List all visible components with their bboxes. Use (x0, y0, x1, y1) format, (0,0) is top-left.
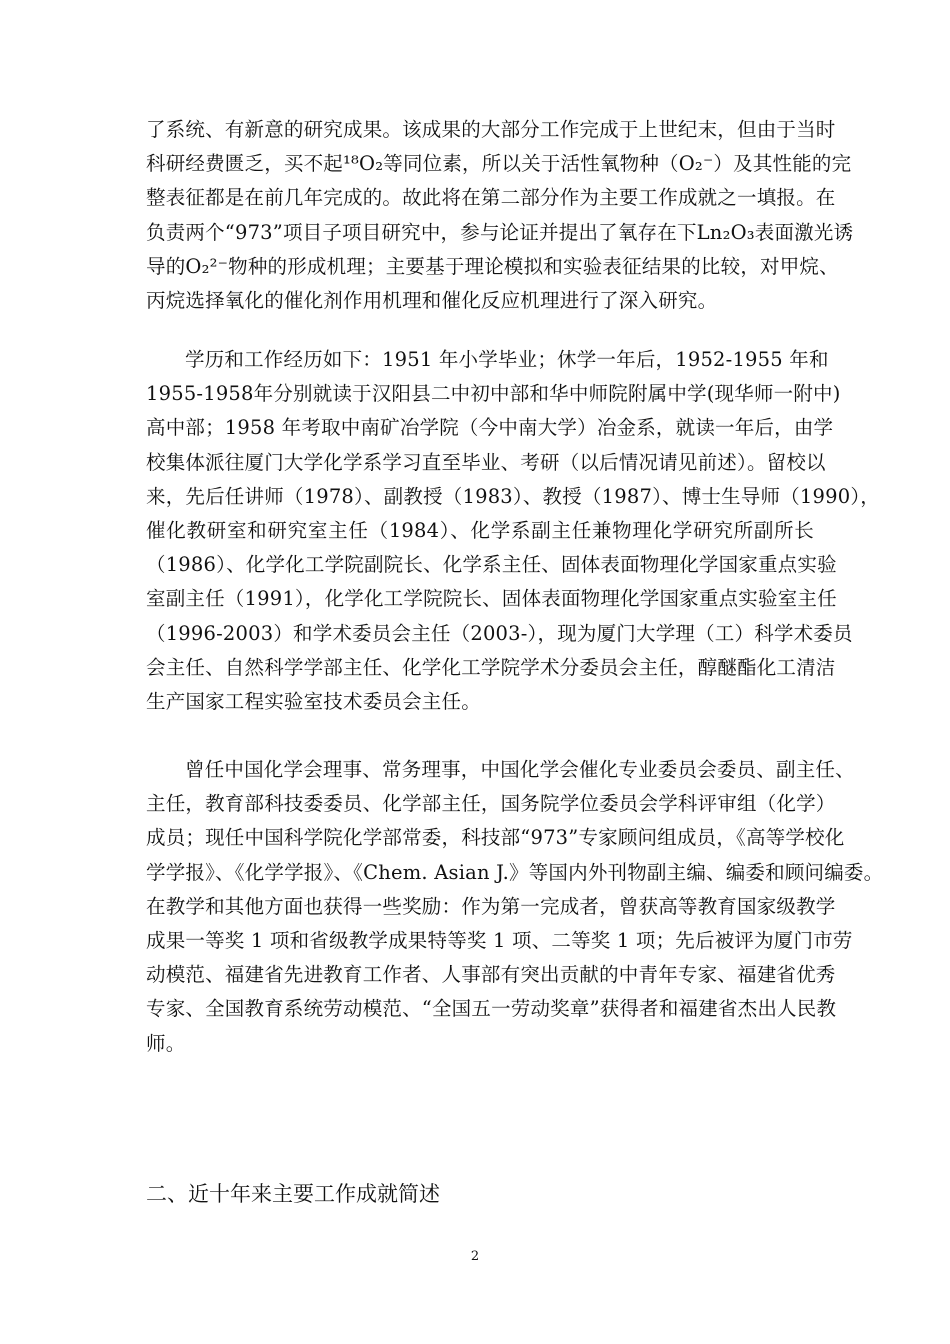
text-line: 整表征都是在前几年完成的。故此将在第二部分作为主要工作成就之一填报。在 (146, 186, 836, 210)
text-line: 催化教研室和研究室主任（1984）、化学系副主任兼物理化学研究所副所长 (146, 518, 814, 542)
text-line: 高中部；1958 年考取中南矿冶学院（今中南大学）冶金系，就读一年后，由学 (146, 416, 834, 440)
text-line: （1986）、化学化工学院副院长、化学系主任、固体表面物理化学国家重点实验 (146, 553, 837, 577)
text-line: 了系统、有新意的研究成果。该成果的大部分工作完成于上世纪末，但由于当时 (146, 118, 836, 141)
text-line: 学历和工作经历如下：1951 年小学毕业；休学一年后，1952-1955 年和 (185, 348, 829, 371)
page-number: 2 (470, 1249, 480, 1264)
text-line: 成果一等奖 1 项和省级教学成果特等奖 1 项、二等奖 1 项；先后被评为厦门市劳 (146, 928, 853, 952)
text-line: 专家、全国教育系统劳动模范、“全国五一劳动奖章”获得者和福建省杰出人民教 (146, 997, 837, 1021)
paragraph-positions-awards (146, 753, 884, 1061)
text-line: （1996-2003）和学术委员会主任（2003-），现为厦门大学理（工）科学术委员 (146, 621, 853, 645)
paragraph-education-career (146, 343, 881, 719)
text-line: 来，先后任讲师（1978）、副教授（1983）、教授（1987）、博士生导师（1990）， (146, 484, 881, 508)
text-line: 学学报》、《化学学报》、《Chem. Asian J.》等国内外刊物副主编、编委和顾问编委。 (146, 860, 884, 884)
text-line: 在教学和其他方面也获得一些奖励：作为第一完成者，曾获高等教育国家级教学 (146, 894, 836, 918)
text-line: 曾任中国化学会理事、常务理事，中国化学会催化专业委员会委员、副主任、 (185, 758, 855, 781)
text-line: 主任，教育部科技委委员、化学部主任，国务院学位委员会学科评审组（化学） (146, 792, 836, 816)
text-line: 动模范、福建省先进教育工作者、人事部有突出贡献的中青年专家、福建省优秀 (146, 963, 836, 987)
section-heading: 二、近十年来主要工作成就简述 (146, 1182, 440, 1206)
text-line: 科研经费匮乏，买不起¹⁸O₂等同位素，所以关于活性氧物种（O₂⁻）及其性能的完 (146, 152, 852, 176)
text-line: 成员；现任中国科学院化学部常委，科技部“973”专家顾问组成员，《高等学校化 (146, 826, 845, 850)
text-line: 会主任、自然科学学部主任、化学化工学院学术分委员会主任，醇醚酯化工清洁 (146, 655, 836, 679)
text-line: 丙烷选择氧化的催化剂作用机理和催化反应机理进行了深入研究。 (146, 288, 718, 312)
text-line: 校集体派往厦门大学化学系学习直至毕业、考研（以后情况请见前述）。留校以 (146, 450, 826, 474)
text-line: 师。 (146, 1031, 186, 1055)
text-line: 生产国家工程实验室技术委员会主任。 (146, 689, 481, 713)
text-line: 导的O₂²⁻物种的形成机理；主要基于理论模拟和实验表征结果的比较，对甲烷、 (146, 254, 839, 278)
text-line: 负责两个“973”项目子项目研究中，参与论证并提出了氧存在下Ln₂O₃表面激光诱 (146, 220, 854, 244)
text-line: 室副主任（1991），化学化工学院院长、固体表面物理化学国家重点实验室主任 (146, 587, 837, 611)
text-line: 1955-1958年分别就读于汉阳县二中初中部和华中师院附属中学(现华师一附中) (146, 382, 841, 406)
paragraph-research-summary (146, 113, 854, 318)
